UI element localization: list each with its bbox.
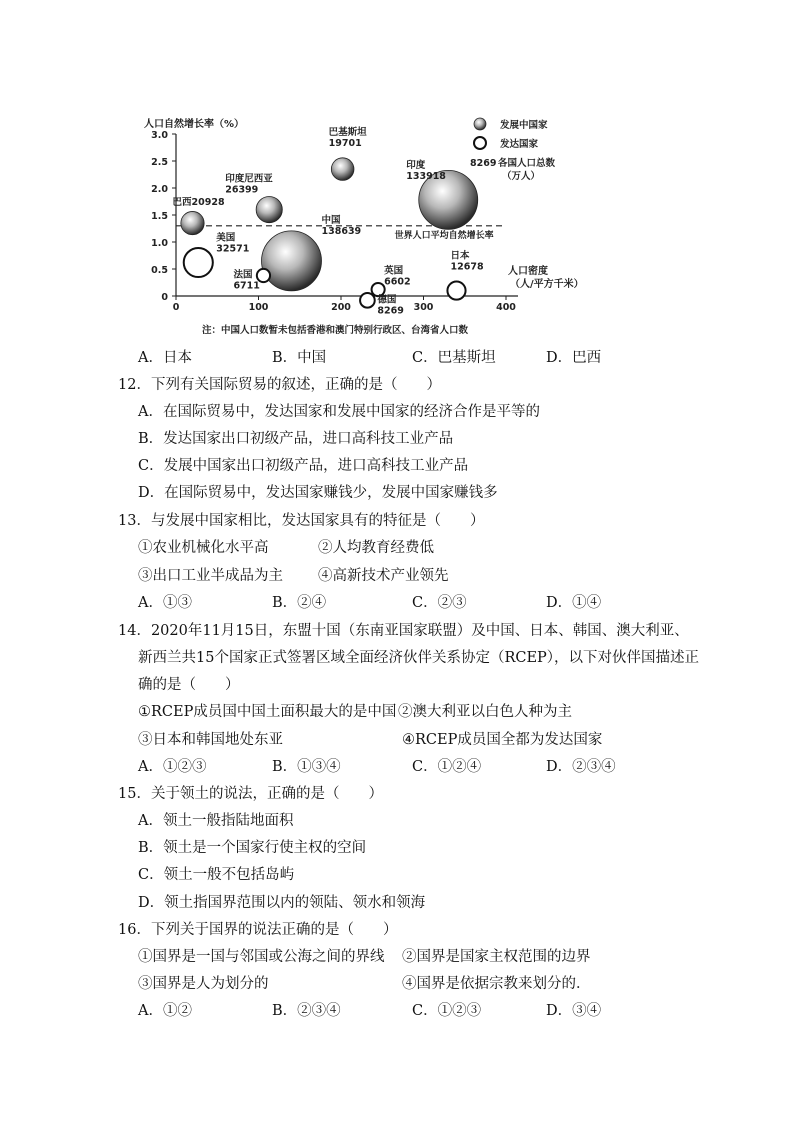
q13-option-b[interactable]: B．②④ [272, 595, 327, 611]
bubble-德国 [360, 293, 375, 308]
q14-stem-line2: 新西兰共15个国家正式签署区域全面经济伙伴关系协定（RCEP），以下对伙伴国描述正 [138, 650, 700, 666]
bubble-label-中国: 138639 [321, 225, 362, 237]
q16-item-4: ④国界是依据宗教来划分的． [402, 976, 591, 992]
x-tick-label: 400 [496, 302, 516, 313]
q15-option-d[interactable]: D．领土指国界范围以内的领陆、领水和领海 [138, 895, 426, 911]
q14-item-1: ①RCEP成员国中国土面积最大的是中国 [138, 704, 397, 720]
y-tick-label: 0 [161, 292, 168, 303]
y-tick-label: 1.5 [151, 211, 168, 222]
legend-size-sample: 8269 [470, 158, 497, 169]
q11-option-d[interactable]: D．巴西 [546, 350, 602, 366]
legend-developing-label: 发展中国家 [500, 120, 548, 131]
q13-stem: 13．与发展中国家相比，发达国家具有的特征是（ ） [118, 513, 485, 529]
bubble-label-印度: 133918 [406, 170, 446, 182]
bubble-label-美国: 32571 [216, 243, 250, 255]
q16-item-3: ③国界是人为划分的 [138, 976, 269, 992]
q13-option-c[interactable]: C．②③ [412, 595, 467, 611]
q13-item-1: ①农业机械化水平高 [138, 540, 269, 556]
x-tick-label: 200 [331, 302, 351, 313]
q13-option-d[interactable]: D．①④ [546, 595, 602, 611]
q12-option-d[interactable]: D．在国际贸易中，发达国家赚钱少，发展中国家赚钱多 [138, 485, 498, 501]
bubble-巴基斯坦 [331, 158, 354, 181]
q15-stem: 15．关于领土的说法，正确的是（ ） [118, 786, 383, 802]
bubble-label-日本: 12678 [450, 261, 484, 273]
bubble-label-德国: 8269 [377, 305, 404, 317]
q15-option-c[interactable]: C．领土一般不包括岛屿 [138, 867, 295, 883]
q16-option-a[interactable]: A．①② [138, 1003, 192, 1019]
bubble-label-英国: 英国 [384, 265, 404, 277]
bubble-巴西 [181, 211, 204, 234]
q12-option-b[interactable]: B．发达国家出口初级产品，进口高科技工业产品 [138, 431, 454, 447]
bubble-label-巴基斯坦: 19701 [328, 138, 362, 150]
q14-stem-line3: 确的是（ ） [138, 677, 240, 693]
bubble-label-日本: 日本 [450, 250, 470, 262]
x-axis-title-line1: 人口密度 [508, 266, 548, 277]
x-tick-label: 100 [248, 302, 269, 313]
bubble-label-英国: 6602 [384, 276, 411, 288]
q14-stem-line1: 14．2020年11月15日，东盟十国（东南亚国家联盟）及中国、日本、韩国、澳大利亚、 [118, 623, 689, 639]
q11-option-b[interactable]: B．中国 [272, 350, 327, 366]
bubble-中国 [262, 231, 322, 291]
y-tick-label: 3.0 [151, 130, 168, 141]
chart-legend [470, 118, 556, 182]
bubble-label-巴西: 巴西20928 [172, 197, 225, 209]
q16-stem: 16．下列关于国界的说法正确的是（ ） [118, 922, 398, 938]
q15-option-b[interactable]: B．领土是一个国家行使主权的空间 [138, 840, 367, 856]
bubble-label-巴基斯坦: 巴基斯坦 [328, 127, 367, 139]
legend-developed-marker [474, 137, 486, 149]
bubble-label-中国: 中国 [321, 214, 341, 226]
q16-option-d[interactable]: D．③④ [546, 1003, 602, 1019]
q13-item-2: ②人均教育经费低 [318, 540, 434, 556]
y-tick-label: 1.0 [151, 238, 168, 249]
q14-item-4: ④RCEP成员国全都为发达国家 [402, 732, 603, 748]
x-axis-title-line2: （人/平方千米） [510, 279, 584, 290]
y-tick-label: 2.0 [151, 184, 168, 195]
q16-option-c[interactable]: C．①②③ [412, 1003, 482, 1019]
bubble-label-美国: 美国 [216, 232, 236, 244]
bubble-label-印度尼西亚: 印度尼西亚 [225, 173, 273, 185]
chart-note: 注：中国人口数暂未包括香港和澳门特别行政区、台湾省人口数 [202, 325, 469, 336]
bubble-印度尼西亚 [256, 197, 282, 223]
bubble-美国 [184, 248, 213, 277]
bubble-label-德国: 德国 [377, 294, 397, 306]
bubble-label-印度尼西亚: 26399 [225, 184, 259, 196]
y-tick-label: 0.5 [151, 265, 168, 276]
population-scatter-chart [138, 110, 598, 342]
q14-item-3: ③日本和韩国地处东亚 [138, 732, 283, 748]
bubble-label-印度: 印度 [406, 159, 426, 171]
q12-option-a[interactable]: A．在国际贸易中，发达国家和发展中国家的经济合作是平等的 [138, 404, 540, 420]
legend-developed-label: 发达国家 [500, 139, 539, 150]
q11-option-c[interactable]: C．巴基斯坦 [412, 350, 496, 366]
x-tick-label: 300 [413, 302, 434, 313]
q14-item-2: ②澳大利亚以白色人种为主 [398, 704, 572, 720]
q12-option-c[interactable]: C．发展中国家出口初级产品，进口高科技工业产品 [138, 458, 469, 474]
bubble-label-法国: 法国 [233, 269, 253, 281]
q13-item-4: ④高新技术产业领先 [318, 568, 449, 584]
q13-option-a[interactable]: A．①③ [138, 595, 192, 611]
legend-size-unit: （万人） [502, 171, 541, 182]
world-average-label: 世界人口平均自然增长率 [394, 230, 494, 241]
x-tick-label: 0 [172, 302, 180, 313]
q14-option-c[interactable]: C．①②④ [412, 759, 482, 775]
y-axis-title: 人口自然增长率（%） [144, 119, 245, 130]
q14-option-d[interactable]: D．②③④ [546, 759, 616, 775]
legend-size-label: 各国人口总数 [498, 158, 556, 169]
q11-option-a[interactable]: A．日本 [138, 350, 192, 366]
q14-option-a[interactable]: A．①②③ [138, 759, 207, 775]
q16-item-1: ①国界是一国与邻国或公海之间的界线 [138, 949, 385, 965]
q16-option-b[interactable]: B．②③④ [272, 1003, 341, 1019]
q13-item-3: ③出口工业半成品为主 [138, 568, 283, 584]
q16-item-2: ②国界是国家主权范围的边界 [402, 949, 591, 965]
q12-stem: 12．下列有关国际贸易的叙述，正确的是（ ） [118, 377, 441, 393]
q15-option-a[interactable]: A．领土一般指陆地面积 [138, 813, 294, 829]
legend-developing-marker [474, 118, 486, 130]
bubble-label-法国: 6711 [233, 280, 260, 292]
y-tick-label: 2.5 [151, 157, 168, 168]
q14-option-b[interactable]: B．①③④ [272, 759, 341, 775]
bubble-日本 [447, 282, 465, 300]
